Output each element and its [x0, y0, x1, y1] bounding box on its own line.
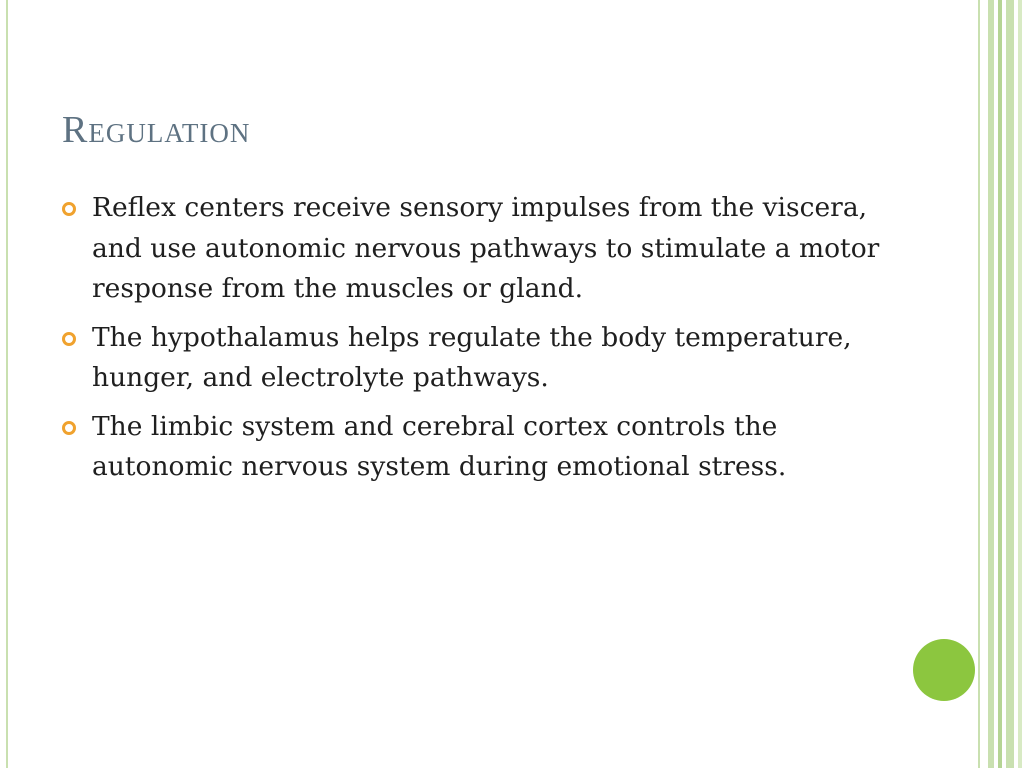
- bullet-circle-icon: [62, 421, 76, 435]
- stripe: [998, 0, 1002, 768]
- left-border-line: [6, 0, 8, 768]
- stripe: [978, 0, 980, 768]
- bullet-item: [62, 407, 882, 488]
- slide-title: Regulation: [62, 109, 251, 151]
- stripe: [1018, 0, 1022, 768]
- bullet-text: The limbic system and cerebral cortex controls the autonomic nervous system during emotional stress.: [92, 410, 787, 482]
- stripe: [1006, 0, 1014, 768]
- bullet-text: The hypothalamus helps regulate the body temperature, hunger, and electrolyte pathways.: [92, 321, 852, 393]
- green-circle-decoration: [913, 639, 975, 701]
- bullet-circle-icon: [62, 332, 76, 346]
- right-decorative-stripes: [978, 0, 1024, 768]
- bullet-item: [62, 318, 882, 399]
- bullet-circle-icon: [62, 202, 76, 216]
- stripe: [988, 0, 994, 768]
- bullet-list: [62, 188, 882, 496]
- bullet-text: Reflex centers receive sensory impulses from the viscera, and use autonomic nervous pathways to stimulate a motor response from the muscles or gland.: [92, 192, 880, 304]
- bullet-item: [62, 188, 882, 310]
